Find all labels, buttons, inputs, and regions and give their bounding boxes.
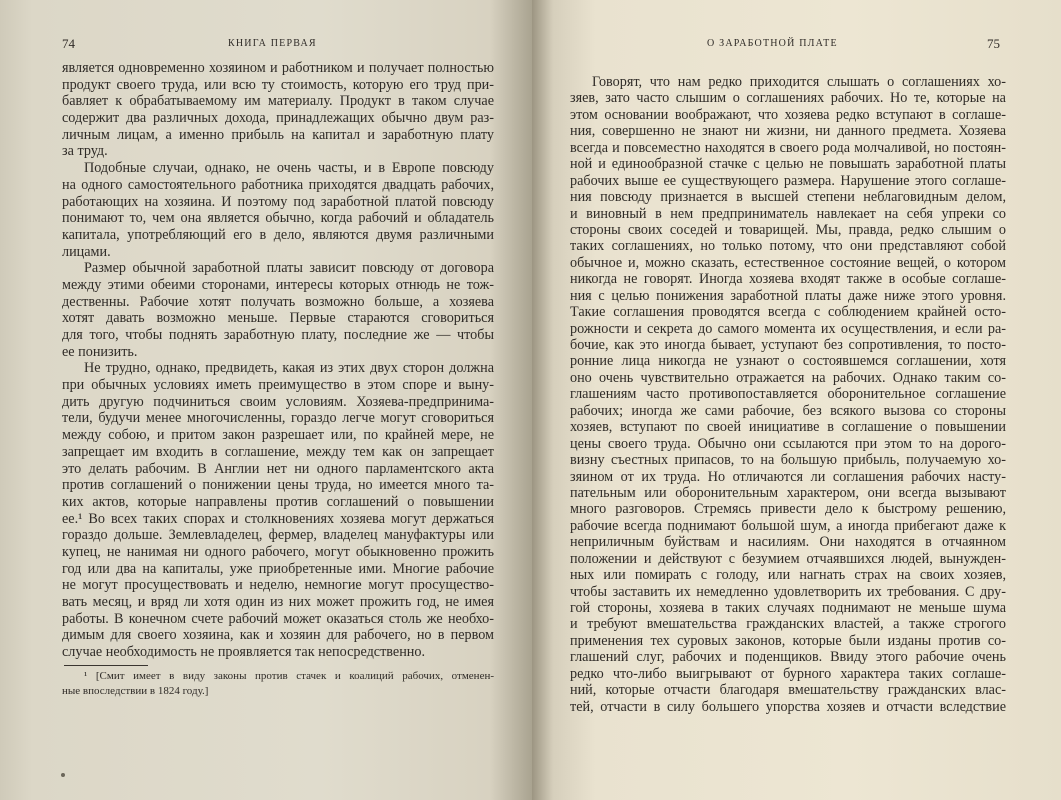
- text-line: бочие, как это иногда бывает, уступают без сопротивления, то посто-: [570, 337, 1006, 353]
- text-line: является одновременно хозяином и работником и получает полностью: [62, 60, 494, 76]
- text-line: пательным или оборонительным характером, они всегда вызывают: [570, 484, 1006, 501]
- footnote-line: ¹ [Смит имеет в виду законы против стачек и коалиций рабочих, отменен-: [84, 670, 494, 682]
- running-head: О ЗАРАБОТНОЙ ПЛАТЕ: [707, 38, 838, 49]
- text-line: зяином от их труда. Но отличаются ли соглашения рабочих насту-: [570, 468, 1006, 485]
- text-line: оно очень чувствительно отражается на рабочих. Однако таким со-: [570, 369, 1006, 386]
- text-line: между этими обеими сторонами, интересы которых отнюдь не тож-: [62, 276, 494, 293]
- text-line: для того, чтобы поднять заработную плату, последние же — чтобы: [62, 327, 494, 343]
- text-line: дественны. Рабочие хотят получать возможно больше, а хозяева: [62, 293, 494, 310]
- page-number: 74: [62, 36, 75, 51]
- text-line: Подобные случаи, однако, не очень часты, и в Европе повсюду: [84, 160, 494, 177]
- body-text: [62, 60, 494, 661]
- text-line: гой стороны, хозяева в таких случаях поднимают не меньше шума: [570, 600, 1006, 616]
- text-line: работы. В конечном счете рабочий может оказаться столь же необхо-: [62, 610, 494, 627]
- text-line: ее.¹ Во всех таких спорах и столкновениях хозяева могут держаться: [62, 510, 494, 527]
- text-line: это делать рабочим. В Англии нет ни одного парламентского акта: [62, 460, 494, 477]
- text-line: год или два на капиталы, уже приобретенные ими. Многие рабочие: [62, 560, 494, 577]
- text-line: зяев, зато часто слышим о соглашениях рабочих. Но те, которые на: [570, 90, 1006, 107]
- text-line: гораздо дольше. Землевладелец, фермер, владелец мануфактуры или: [62, 527, 494, 544]
- text-line: Такие соглашения проводятся всегда с соблюдением крайней осто-: [570, 304, 1006, 321]
- text-line: всегда и повсеместно находятся в своего рода молчаливой, но постоян-: [570, 139, 1006, 156]
- text-line: ния, совершенно не знают ни жизни, ни данного предмета. Хозяева: [570, 123, 1006, 140]
- text-line: бавляет к обрабатываемому им материалу. Продукт в таком случае: [62, 93, 494, 110]
- text-line: ний, которые отчасти благодаря вмешательству гражданских влас-: [570, 682, 1006, 699]
- text-line: неприличным буйствам и насилиям. Они находятся в отчаянном: [570, 534, 1006, 551]
- text-line: вать месяц, и вряд ли хотя один из них может прожить год, не имея: [62, 594, 494, 610]
- text-line: продукт своего труда, или всю ту стоимость, которую его труд при-: [62, 76, 494, 93]
- text-line: при обычных условиях иметь преимущество в этом споре и выну-: [62, 377, 494, 394]
- text-line: никогда не говорят. Иногда хозяева входят также в особые соглаше-: [570, 271, 1006, 288]
- paragraph: [62, 160, 494, 260]
- text-line: понимают то, чем она является обычно, когда рабочий и обладатель: [62, 210, 494, 227]
- text-line: ких актов, которые направлены против соглашений о повышении: [62, 493, 494, 510]
- text-line: и требуют вмешательства гражданских властей, а также строгого: [570, 616, 1006, 633]
- text-line: обычное и, можно сказать, естественное состояние вещей, о котором: [570, 254, 1006, 271]
- text-line: рабочих; иногда же сами рабочие, без всякого вызова со стороны: [570, 402, 1006, 419]
- text-line: тели, будучи менее многочисленны, гораздо легче могут сговориться: [62, 410, 494, 427]
- text-line: за труд.: [62, 143, 108, 160]
- text-line: ния повсюду признается в высшей степени неблаговидным делом,: [570, 189, 1006, 206]
- text-line: тей, отчасти в силу большего упорства хозяев и отчасти вследствие: [570, 698, 1006, 715]
- text-line: капитала, употребляющий его в дело, являются двумя различными: [62, 226, 494, 243]
- text-line: между собою, и притом закон разрешает или, по крайней мере, не: [62, 427, 494, 444]
- body-text: [570, 74, 1006, 715]
- text-line: и виновный в нем предприниматель навлекает на себя упреки со: [570, 205, 1006, 222]
- footnote-rule: [64, 665, 148, 666]
- footnote-line: ные впоследствии в 1824 году.]: [62, 685, 209, 697]
- text-line: димым для своего хозяина, как и хозяин для рабочего, но в первом: [62, 627, 494, 644]
- text-line: Говорят, что нам редко приходится слышать о соглашениях хо-: [592, 74, 1006, 90]
- paragraph: [62, 60, 494, 160]
- text-line: Размер обычной заработной платы зависит повсюду от договора: [84, 260, 494, 277]
- text-line: запрещает им входить в соглашение, между тем как он запрещает: [62, 443, 494, 460]
- text-line: рабочих выше ее существующего размера. Нарушение этого соглаше-: [570, 172, 1006, 189]
- paragraph: [570, 74, 1006, 715]
- text-line: этом основании воображают, что хозяева редко вступают в соглаше-: [570, 106, 1006, 123]
- text-line: чтобы заставить их немедленно удовлетворить их требования. С дру-: [570, 583, 1006, 600]
- text-line: ее понизить.: [62, 343, 138, 360]
- text-line: стороны своих соседей и товарищей. Мы, правда, редко слышим о: [570, 221, 1006, 238]
- text-line: содержит два различных дохода, принадлежащих обычно двум раз-: [62, 110, 494, 127]
- text-line: визну съестных припасов, то на большую прибыль, получаемую хо-: [570, 452, 1006, 469]
- scan-speck: [61, 773, 65, 777]
- text-line: ронние лица никогда не узнают о состоявшемся соглашении, хотя: [570, 353, 1006, 370]
- running-head: КНИГА ПЕРВАЯ: [228, 38, 317, 49]
- paragraph: [62, 260, 494, 360]
- text-line: глашений слуг, рабочих и поденщиков. Ввиду этого рабочие очень: [570, 649, 1006, 666]
- text-line: ной и единообразной стачке с целью не повышать заработной платы: [570, 156, 1006, 173]
- text-line: цены своего труда. Обычно они ссылаются при этом то на дорого-: [570, 435, 1006, 452]
- text-line: против соглашений о понижении цены труда, но имеется много та-: [62, 477, 494, 494]
- text-line: не могут просуществовать и неделю, немногие могут просущество-: [62, 577, 494, 594]
- text-line: Не трудно, однако, предвидеть, какая из этих двух сторон должна: [84, 360, 494, 377]
- right-page: [532, 0, 1061, 800]
- text-line: купец, не нанимая ни одного рабочего, могут обыкновенно прожить: [62, 543, 494, 560]
- text-line: применения тех суровых законов, которые были изданы против со-: [570, 632, 1006, 649]
- text-line: на одного самостоятельного работника приходятся двадцать рабочих,: [62, 176, 494, 193]
- text-line: случае необходимость не проявляется так непосредственно.: [62, 644, 426, 661]
- text-line: лицами.: [62, 243, 111, 260]
- text-line: глашениям часто противопоставляется оборонительное соглашение: [570, 386, 1006, 403]
- text-line: ния с целью понижения заработной платы даже ниже этого уровня.: [570, 287, 1006, 304]
- paragraph: [62, 360, 494, 660]
- text-line: много разговоров. Стремясь привести дело к быстрому решению,: [570, 501, 1006, 518]
- text-line: таких соглашениях, но только потому, что они представляют собой: [570, 238, 1006, 255]
- text-line: рожности и секрета до самого момента их осуществления, и если ра-: [570, 320, 1006, 337]
- text-line: хотят давать возможно меньше. Первые стараются сговориться: [62, 310, 494, 327]
- text-line: ных или помирать с голоду, или нагнать страх на своих хозяев,: [570, 567, 1006, 584]
- text-line: положении и действуют с безумием отчаявшихся людей, вынужден-: [570, 550, 1006, 567]
- text-line: хозяев, вступают по своей инициативе в соглашение о повышении: [570, 419, 1006, 436]
- text-line: работающих на хозяина. И поэтому под заработной платой повсюду: [62, 193, 494, 210]
- footnote: [62, 669, 494, 699]
- page-number: 75: [987, 36, 1000, 51]
- text-line: редко что-либо выигрывают от бурного характера таких соглаше-: [570, 665, 1006, 682]
- text-line: рабочие всегда поднимают большой шум, а иногда прибегают даже к: [570, 517, 1006, 534]
- text-line: дить другую подчиниться своим условиям. Хозяева-предпринима-: [62, 393, 494, 410]
- text-line: личным лицам, а именно прибыль на капитал и заработную плату: [62, 126, 494, 143]
